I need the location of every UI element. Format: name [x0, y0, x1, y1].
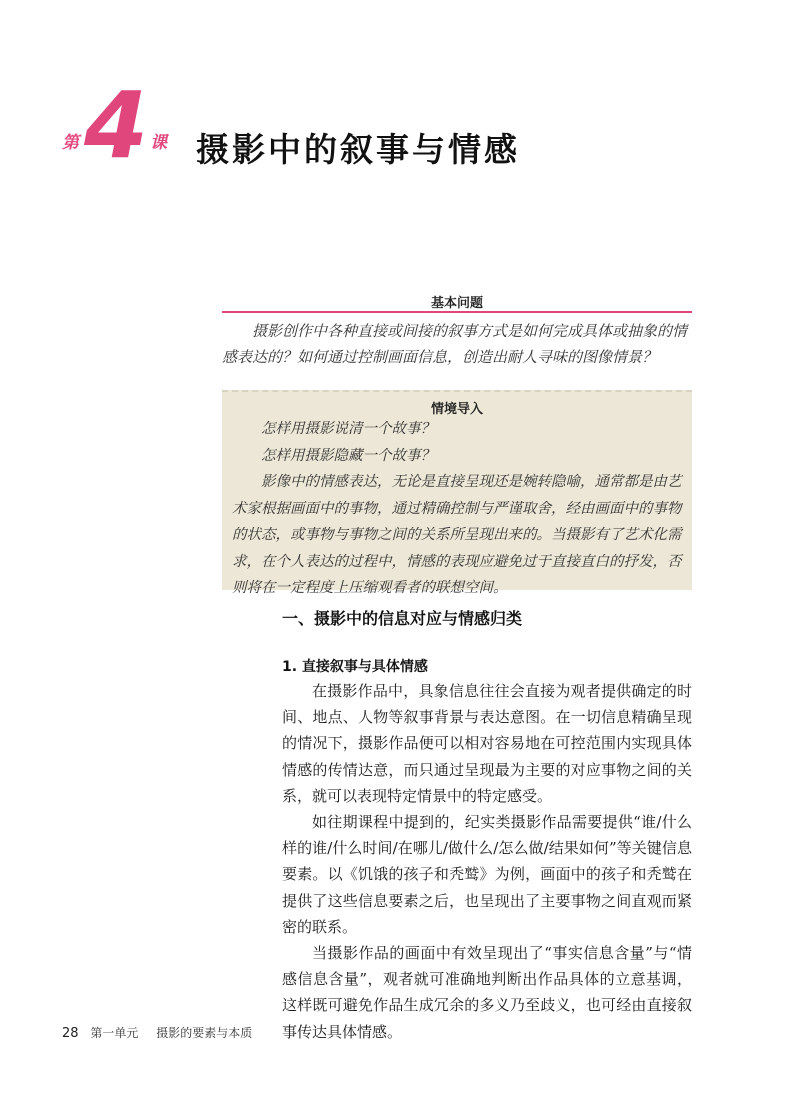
scenario-box	[222, 390, 692, 596]
basic-question-divider	[222, 311, 692, 313]
page-footer	[62, 1024, 252, 1041]
body-paragraph: 在摄影作品中，具象信息往往会直接为观者提供确定的时间、地点、人物等叙事背景与表达意图。在一切信息精确呈现的情况下，摄影作品便可以相对容易地在可控范围内实现具体情感的传情达意，而只通过呈现最为主要的对应事物之间的关系，就可以表现特定情景中的特定感受。	[282, 682, 692, 805]
body-paragraph: 如往期课程中提到的，纪实类摄影作品需要提供“谁/什么样的谁/什么时间/在哪儿/做什么/怎么做/结果如何”等关键信息要素。以《饥饿的孩子和秃鹫》为例，画面中的孩子和秃鹫在提供了这些信息要素之后，也呈现出了主要事物之间直观而紧密的联系。	[282, 813, 692, 936]
basic-question-heading: 基本问题	[430, 296, 483, 311]
section-heading: 一、摄影中的信息对应与情感归类	[282, 609, 523, 628]
section-body	[282, 678, 692, 1045]
scenario-text	[232, 416, 684, 602]
lesson-prefix: 第	[62, 133, 79, 153]
lesson-suffix: 课	[150, 133, 167, 153]
lesson-number: 4	[84, 72, 149, 179]
page-number: 28	[62, 1026, 79, 1041]
subsection-heading: 1. 直接叙事与具体情感	[282, 659, 428, 675]
footer-unit-title: 摄影的要素与本质	[156, 1026, 253, 1040]
basic-question-paragraph: 摄影创作中各种直接或间接的叙事方式是如何完成具体或抽象的情感表达的？如何通过控制画面信息，创造出耐人寻味的图像情景？	[222, 322, 688, 366]
scenario-line: 影像中的情感表达，无论是直接呈现还是婉转隐喻，通常都是由艺术家根据画面中的事物，通过精确控制与严谨取舍，经由画面中的事物的状态，或事物与事物之间的关系所呈现出来的。当摄影有了艺术化需求，在个人表达的过程中，情感的表现应避免过于直接直白的抒发，否则将在一定程度上压缩观看者的联想空间。	[232, 474, 682, 596]
page-title: 摄影中的叙事与情感	[196, 130, 520, 169]
scenario-line: 怎样用摄影说清一个故事？	[261, 421, 435, 437]
body-paragraph: 当摄影作品的画面中有效呈现出了“事实信息含量”与“情感信息含量”，观者就可准确地判断出作品具体的立意基调，这样既可避免作品生成冗余的多义乃至歧义，也可经由直接叙事传达具体情感。	[282, 944, 692, 1041]
scenario-heading: 情境导入	[430, 402, 483, 417]
lesson-number-badge	[62, 72, 187, 179]
footer-unit: 第一单元	[90, 1026, 139, 1040]
scenario-line: 怎样用摄影隐藏一个故事？	[261, 447, 435, 464]
basic-question-text	[222, 318, 692, 370]
